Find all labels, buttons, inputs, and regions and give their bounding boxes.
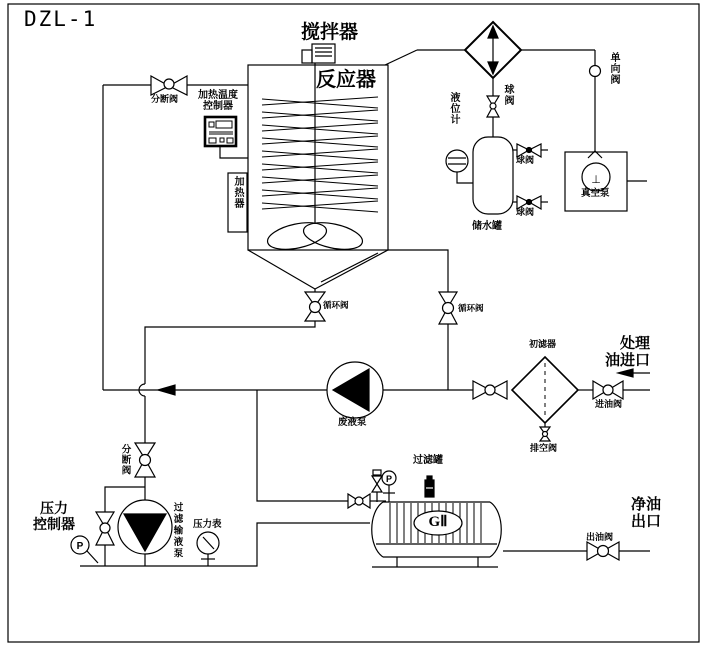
clean-oil-outlet-line1: 净油 [631,496,662,513]
oil-outlet-valve-label: 出油阀 [586,532,614,542]
level-gauge-icon [446,150,473,183]
filter-pump-label: 过滤输液泵 [171,502,183,560]
pressure-controller-label [26,500,82,532]
ball-valve-top-label: 球阀 [502,84,513,106]
pressure-gauge-icon [197,532,219,566]
waste-pump-icon [327,362,383,418]
filter-tank-label: 过滤罐 [413,455,443,466]
tank-upper-feed-line [257,390,348,501]
treat-oil-inlet-line2: 油进口 [604,352,650,369]
level-gauge-label: 液位计 [448,92,459,125]
condenser [385,22,595,78]
cutoff-valve-top-label: 分断阀 [151,94,179,104]
oil-inlet-valve-label: 进油阀 [595,399,623,409]
heating-coil [262,97,378,212]
propeller [265,218,365,254]
filter-pump-icon [118,500,172,566]
page-title: DZL-1 [24,7,98,31]
water-tank-vessel [473,137,513,214]
oil-outlet-valve-icon [503,542,650,560]
prefilter-label: 初滤器 [529,339,557,349]
pressure-controller-line1: 压力 [40,500,68,516]
main-suction-line [103,385,650,395]
tank-lower-feed-line [80,523,370,566]
water-tank-label: 储水罐 [472,221,502,232]
oil-inlet-valve-icon [593,381,623,399]
filter-tank-vessel [372,502,502,567]
clean-oil-outlet-line2: 出口 [631,513,662,530]
temp-controller-label-line2: 控制器 [203,101,233,112]
tank-pressure-p: P [385,474,393,484]
pressure-gauge-label: 压力表 [193,519,222,530]
inlet-flow-arrow [618,369,650,377]
clean-oil-outlet-label [631,496,661,530]
check-valve-label: 单向阀 [608,52,619,85]
circulation-valve-right-icon [388,250,457,390]
pressure-controller-p: P [76,541,84,552]
reactor-label: 反应器 [316,69,376,91]
temp-controller-label-line1: 加热温度 [198,90,238,101]
reactor-vessel [248,65,388,289]
treat-oil-inlet-label [598,335,650,369]
cutoff-valve-bottom-label: 分断阀 [119,444,131,476]
temp-controller-label [189,90,247,112]
ball-valve-vertical-icon [487,78,499,137]
tank-badge-text: GⅡ [428,514,448,530]
tank-vent-valve-icon [372,470,382,502]
waste-pump-label: 废液泵 [338,417,367,428]
prefilter-inlet-valve-icon [473,381,507,399]
vacuum-pump-symbol: ⊥ [591,174,601,186]
pressure-controller-line2: 控制器 [33,516,75,532]
ball-valve-right2-label: 球阀 [516,207,535,217]
vacuum-pump-box [565,151,647,211]
agitator-label: 搅拌器 [301,22,359,43]
treat-oil-inlet-line1: 处理 [619,335,650,352]
drain-valve-label: 排空阀 [530,443,558,453]
vacuum-pump-label: 真空泵 [581,188,610,199]
tank-top-valve-icon [348,494,386,508]
check-valve-icon [590,50,601,151]
air-release-device-icon [425,476,434,497]
circulation-valve-left-label: 循环阀 [323,300,349,310]
ball-valve-right1-label: 球阀 [516,155,535,165]
pressure-controller-icon [71,536,98,563]
heater-label: 加热器 [232,176,243,209]
circulation-valve-right-label: 循环阀 [458,303,484,313]
temp-controller [205,117,248,158]
cutoff-valve-bottom-icon [135,443,155,500]
prefilter-icon [512,357,578,441]
circulation-valve-left-icon [139,289,325,443]
